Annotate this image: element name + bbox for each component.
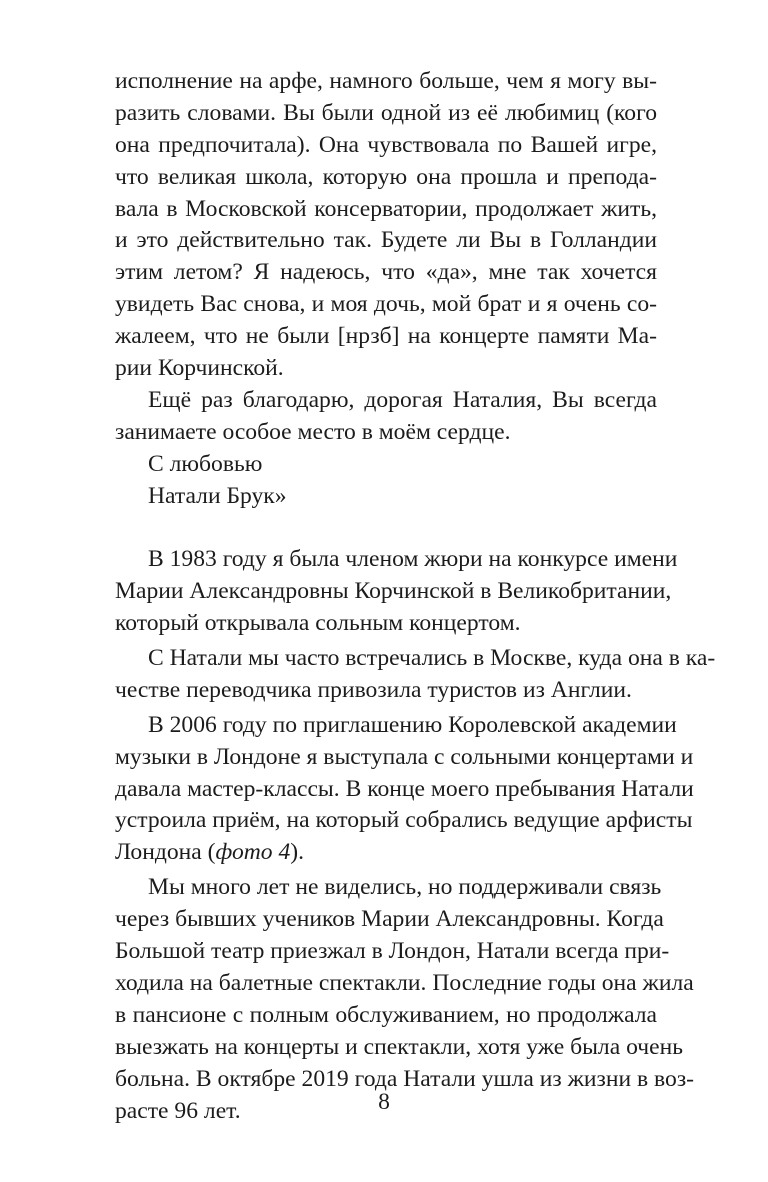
- text-line: Большой театр приезжал в Лондон, Натали всегда при-: [115, 938, 670, 965]
- text-line: В 2006 году по приглашению Королевской академии: [148, 711, 677, 738]
- text-line: через бывших учеников Марии Александровны. Когда: [115, 906, 664, 933]
- text-line: вала в Московской консерватории, продолжает жить,: [115, 195, 657, 222]
- text-line: устроила приём, на который собрались ведущие арфисты: [115, 807, 693, 834]
- text-line: рии Корчинской.: [115, 355, 284, 382]
- body-paragraph: [115, 643, 716, 707]
- text-line: Ещё раз благодарю, дорогая Наталия, Вы всегда: [148, 386, 657, 413]
- text-line: Мы много лет не виделись, но поддерживали связь: [148, 874, 662, 901]
- letter-paragraph: [115, 385, 657, 449]
- text-fragment: Лондона (: [115, 839, 216, 866]
- text-line: в пансионе с полным обслуживанием, но продолжала: [115, 1001, 657, 1028]
- text-line: этим летом? Я надеюсь, что «да», мне так хочется: [115, 259, 657, 286]
- letter-paragraph: [115, 66, 657, 385]
- text-line: честве переводчика привозила туристов из Англии.: [115, 676, 632, 703]
- text-line: увидеть Вас снова, и моя дочь, мой брат и я очень со-: [115, 291, 657, 318]
- photo-reference: фото 4: [215, 839, 291, 866]
- text-line: занимаете особое место в моём сердце.: [115, 418, 511, 445]
- text-line: она предпочитала). Она чувствовала по Вашей игре,: [115, 131, 657, 158]
- text-line: и это действительно так. Будете ли Вы в Голландии: [115, 227, 657, 254]
- text-line: выезжать на концерты и спектакли, хотя уже была очень: [115, 1033, 683, 1060]
- text-line: что великая школа, которую она прошла и препода-: [115, 163, 657, 190]
- text-line: [115, 837, 657, 869]
- text-line: музыки в Лондоне я выступала с сольными концертами и: [115, 743, 694, 770]
- section-gap: [115, 512, 657, 544]
- body-paragraph: [115, 544, 678, 640]
- text-line: жалеем, что не были [нрзб] на концерте памяти Ма-: [115, 323, 657, 350]
- text-line: С Натали мы часто встречались в Москве, куда она в ка-: [148, 645, 716, 672]
- text-line: исполнение на арфе, намного больше, чем я могу вы-: [115, 68, 657, 94]
- page-text: [115, 66, 716, 1127]
- text-line: расте 96 лет.: [115, 1097, 241, 1124]
- body-paragraph: [115, 710, 694, 869]
- text-line: который открывала сольным концертом.: [115, 610, 521, 637]
- letter-signature: Натали Брук»: [148, 482, 287, 509]
- letter-closing: С любовью: [148, 450, 263, 477]
- page-number: 8: [378, 1089, 390, 1115]
- text-line: больна. В октябре 2019 года Натали ушла из жизни в воз-: [115, 1065, 695, 1092]
- text-line: разить словами. Вы были одной из её любимиц (кого: [115, 99, 657, 126]
- text-line: ходила на балетные спектакли. Последние годы она жила: [115, 969, 694, 996]
- text-fragment: ).: [290, 839, 305, 866]
- text-line: Марии Александровны Корчинской в Великобритании,: [115, 578, 672, 605]
- text-line: давала мастер-классы. В конце моего пребывания Натали: [115, 775, 694, 802]
- text-line: В 1983 году я была членом жюри на конкурсе имени: [148, 546, 678, 573]
